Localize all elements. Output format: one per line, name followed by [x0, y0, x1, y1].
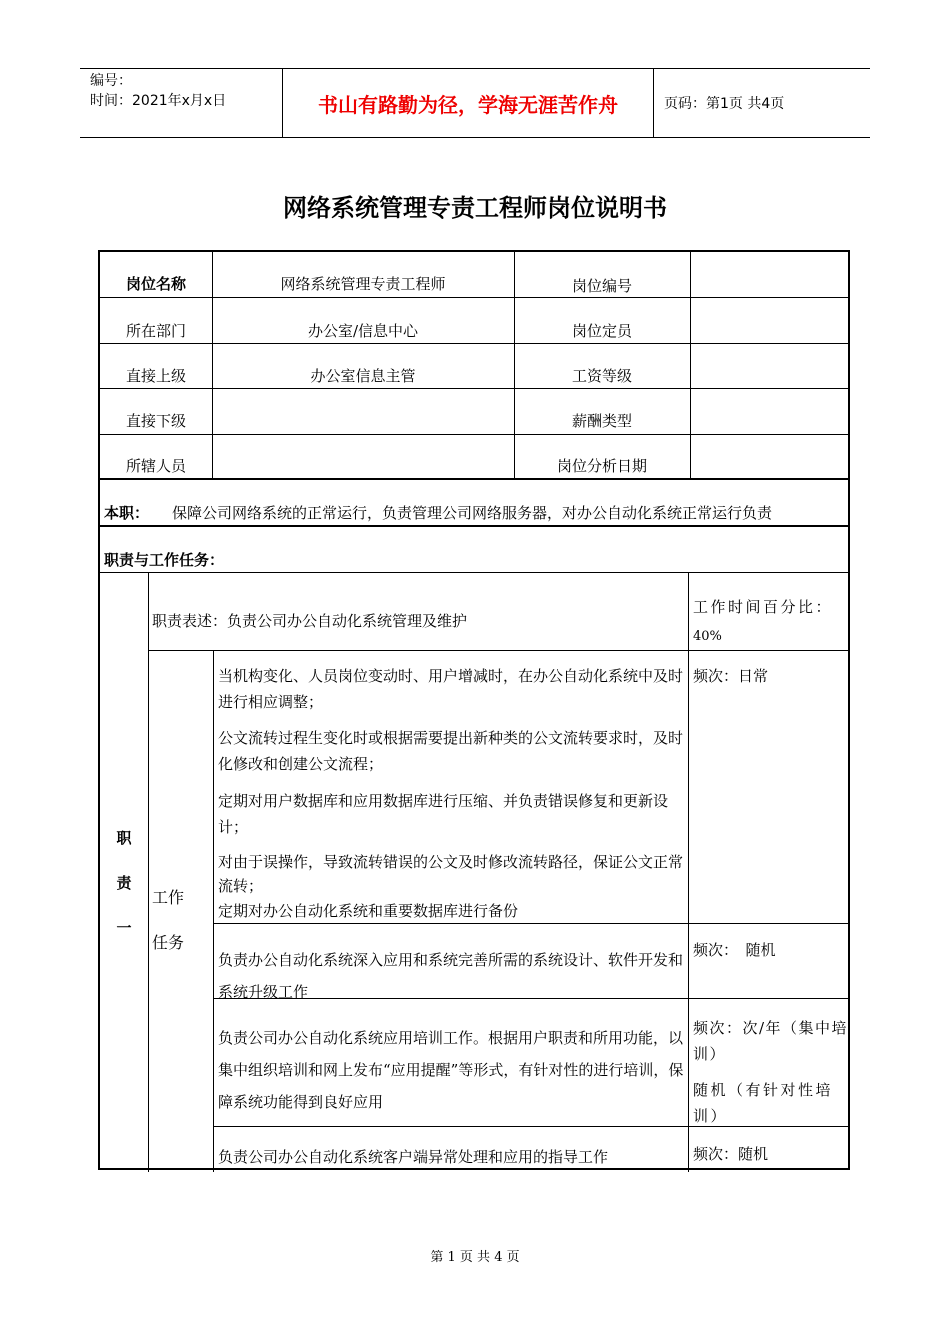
duty-text: 保障公司网络系统的正常运行，负责管理公司网络服务器，对办公自动化系统正常运行负责 [172, 504, 773, 522]
work-label-2: 任务 [152, 933, 185, 952]
resp-side-label-1: 职 [116, 829, 132, 847]
task-item: 定期对办公自动化系统和重要数据库进行备份 [218, 902, 519, 920]
value-department: 办公室/信息中心 [307, 322, 419, 340]
page-number-label: 页码：第1页 共4页 [664, 96, 785, 112]
task-item: 负责公司办公自动化系统客户端异常处理和应用的指导工作 [218, 1148, 609, 1166]
task-frequency: 随机（有针对性培训） [693, 1081, 834, 1125]
percent-label: 工作时间百分比： [693, 598, 834, 616]
duty-label: 本职： [104, 504, 150, 522]
task-item: 负责办公自动化系统深入应用和系统完善所需的系统设计、软件开发和系统升级工作 [218, 951, 684, 1001]
work-label-1: 工作 [152, 888, 185, 907]
col-divider [213, 650, 214, 1172]
header-motto: 书山有路勤为径，学海无涯苦作舟 [282, 69, 654, 137]
task-item: 对由于误操作，导致流转错误的公文及时修改流转路径，保证公文正常流转； [218, 853, 684, 895]
code-label: 编号： [90, 73, 132, 89]
header-meta [80, 69, 282, 137]
resp-side-label-2: 责 [116, 874, 132, 892]
label-staff: 所辖人员 [125, 457, 186, 475]
task-frequency: 频次：日常 [693, 667, 769, 685]
label-subordinate: 直接下级 [125, 412, 186, 430]
task-item: 定期对用户数据库和应用数据库进行压缩、并负责错误修复和更新设计； [218, 792, 669, 836]
resp-side-label-3: 一 [116, 919, 132, 937]
row-divider [213, 923, 848, 924]
task-item: 负责公司办公自动化系统应用培训工作。根据用户职责和所用功能，以集中组织培训和网上发布“应用提醒”等形式，有针对性的进行培训，保障系统功能得到良好应用 [218, 1029, 684, 1111]
label-headcount: 岗位定员 [571, 322, 632, 340]
task-item: 当机构变化、人员岗位变动时、用户增减时，在办公自动化系统中及时进行相应调整； [218, 667, 684, 711]
page-footer: 第 1 页 共 4 页 [430, 1250, 520, 1265]
page-header [80, 68, 870, 138]
job-description-form [98, 250, 850, 1170]
label-supervisor: 直接上级 [125, 367, 186, 385]
value-position-name: 网络系统管理专责工程师 [280, 275, 446, 293]
task-frequency: 频次： 随机 [693, 941, 776, 959]
task-item: 公文流转过程生变化时或根据需要提出新种类的公文流转要求时，及时化修改和创建公文流程； [218, 729, 684, 773]
label-position-name: 岗位名称 [125, 275, 186, 293]
col-divider [148, 572, 149, 1172]
label-department: 所在部门 [125, 322, 186, 340]
label-position-code: 岗位编号 [571, 277, 632, 295]
row-divider [148, 650, 848, 651]
col-divider [688, 572, 689, 1172]
value-supervisor: 办公室信息主管 [310, 367, 416, 385]
task-frequency: 频次：次/年（集中培训） [693, 1019, 849, 1063]
label-pay-type: 薪酬类型 [571, 412, 632, 430]
time-label: 时间：2021年x月x日 [90, 93, 227, 109]
resp-statement: 职责表述：负责公司办公自动化系统管理及维护 [152, 612, 468, 630]
tasks-heading: 职责与工作任务： [104, 551, 225, 569]
percent-value: 40% [693, 629, 722, 644]
task-frequency: 频次：随机 [693, 1145, 769, 1163]
label-salary-grade: 工资等级 [571, 367, 632, 385]
label-analysis-date: 岗位分析日期 [556, 457, 647, 475]
col-divider [690, 252, 691, 480]
document-title: 网络系统管理专责工程师岗位说明书 [283, 194, 667, 222]
